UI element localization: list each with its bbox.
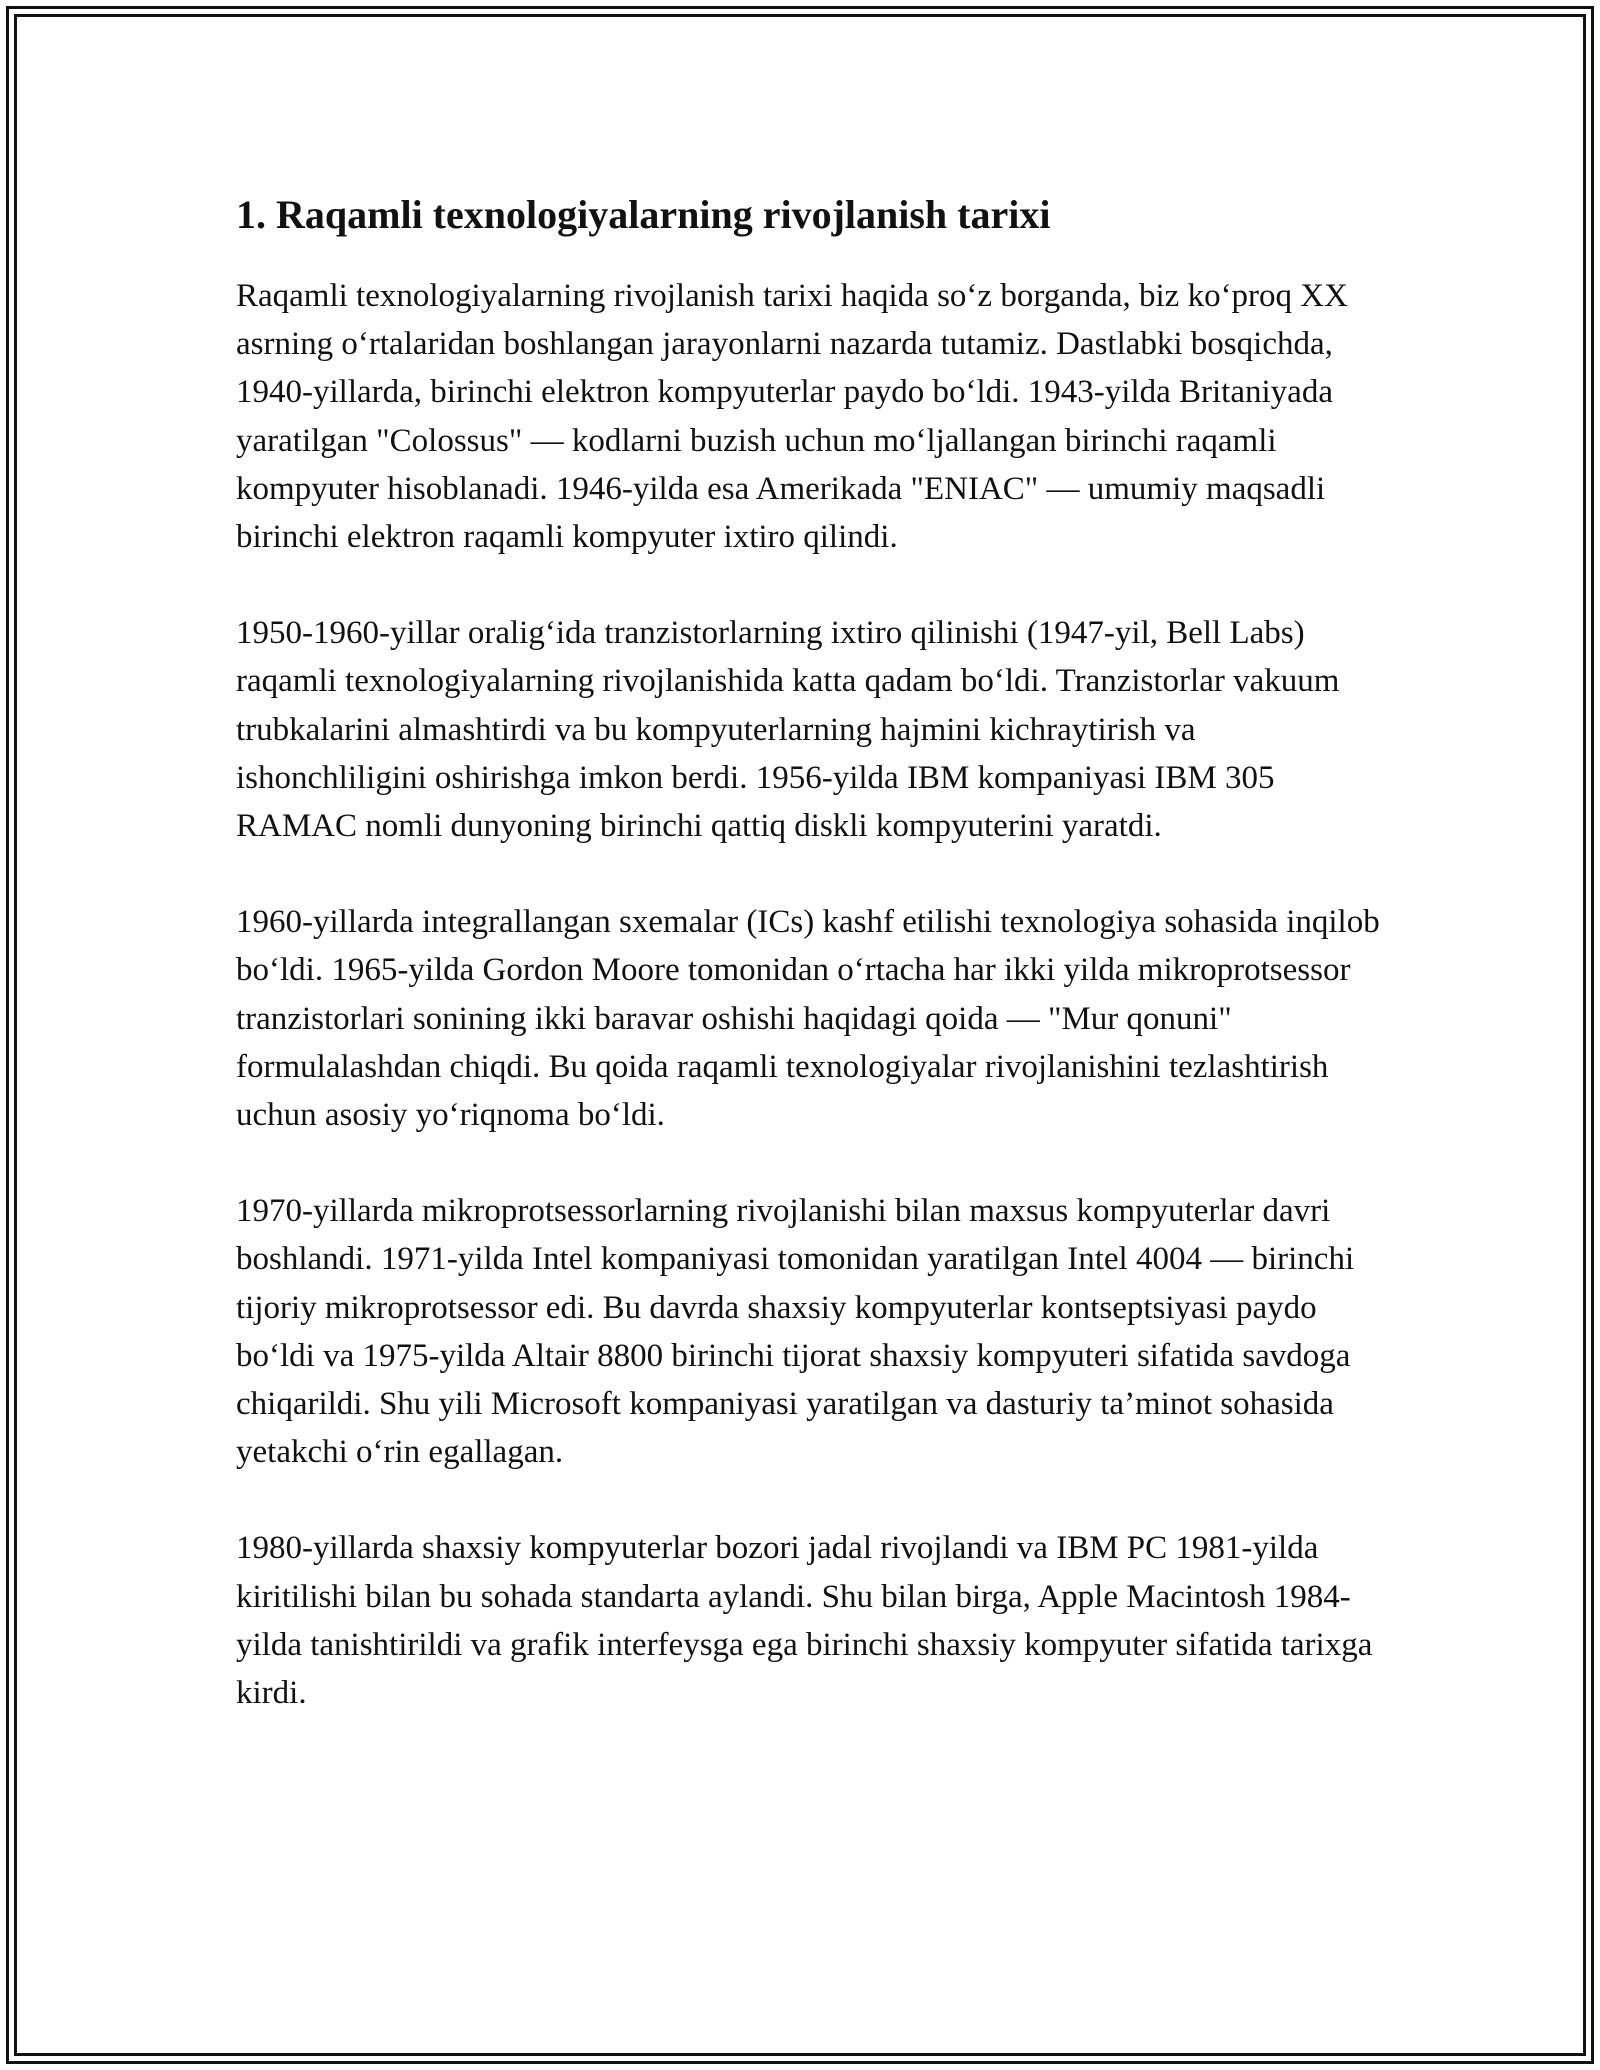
paragraph-4: 1970-yillarda mikroprotsessorlarning rivojlanishi bilan maxsus kompyuterlar davri boshlandi. 1971-yilda Intel kompaniyasi tomonidan yaratilgan Intel 4004 — birinchi tijoriy mikroprotsessor edi. Bu davrda shaxsiy kompyuterlar kontseptsiyasi paydo bo‘ldi va 1975-yilda Altair 8800 birinchi tijorat shaxsiy kompyuteri sifatida savdoga chiqarildi. Shu yili Microsoft kompaniyasi yaratilgan va dasturiy ta’minot sohasida yetakchi o‘rin egallagan. (236, 1193, 1355, 1471)
paragraph-2: 1950-1960-yillar oralig‘ida tranzistorlarning ixtiro qilinishi (1947-yil, Bell Labs) raqamli texnologiyalarning rivojlanishida katta qadam bo‘ldi. Tranzistorlar vakuum trubkalarini almashtirdi va bu kompyuterlarning hajmini kichraytirish va ishonchliligini oshirishga imkon berdi. 1956-yilda IBM kompaniyasi IBM 305 RAMAC nomli dunyoning birinchi qattiq diskli kompyuterini yaratdi. (236, 615, 1340, 845)
paragraph-3: 1960-yillarda integrallangan sxemalar (ICs) kashf etilishi texnologiya sohasida inqilob bo‘ldi. 1965-yilda Gordon Moore tomonidan o‘rtacha har ikki yilda mikroprotsessor tranzistorlari sonining ikki baravar oshishi haqidagi qoida — "Mur qonuni" formulalashdan chiqdi. Bu qoida raqamli texnologiyalar rivojlanishini tezlashtirish uchun asosiy yo‘riqnoma bo‘ldi. (236, 904, 1380, 1134)
section-heading: 1. Raqamli texnologiyalarning rivojlanish tarixi (236, 192, 1051, 237)
paragraph-1: Raqamli texnologiyalarning rivojlanish tarixi haqida so‘z borganda, biz ko‘proq XX asrning o‘rtalaridan boshlangan jarayonlarni nazarda tutamiz. Dastlabki bosqichda, 1940-yillarda, birinchi elektron kompyuterlar paydo bo‘ldi. 1943-yilda Britaniyada yaratilgan "Colossus" — kodlarni buzish uchun mo‘ljallangan birinchi raqamli kompyuter hisoblanadi. 1946-yilda esa Amerikada "ENIAC" — umumiy maqsadli birinchi elektron raqamli kompyuter ixtiro qilindi. (236, 278, 1348, 556)
document-body (236, 186, 1386, 1765)
paragraph-5: 1980-yillarda shaxsiy kompyuterlar bozori jadal rivojlandi va IBM PC 1981-yilda kiritilishi bilan bu sohada standarta aylandi. Shu bilan birga, Apple Macintosh 1984-yilda tanishtirildi va grafik interfeysga ega birinchi shaxsiy kompyuter sifatida tarixga kirdi. (236, 1530, 1373, 1712)
